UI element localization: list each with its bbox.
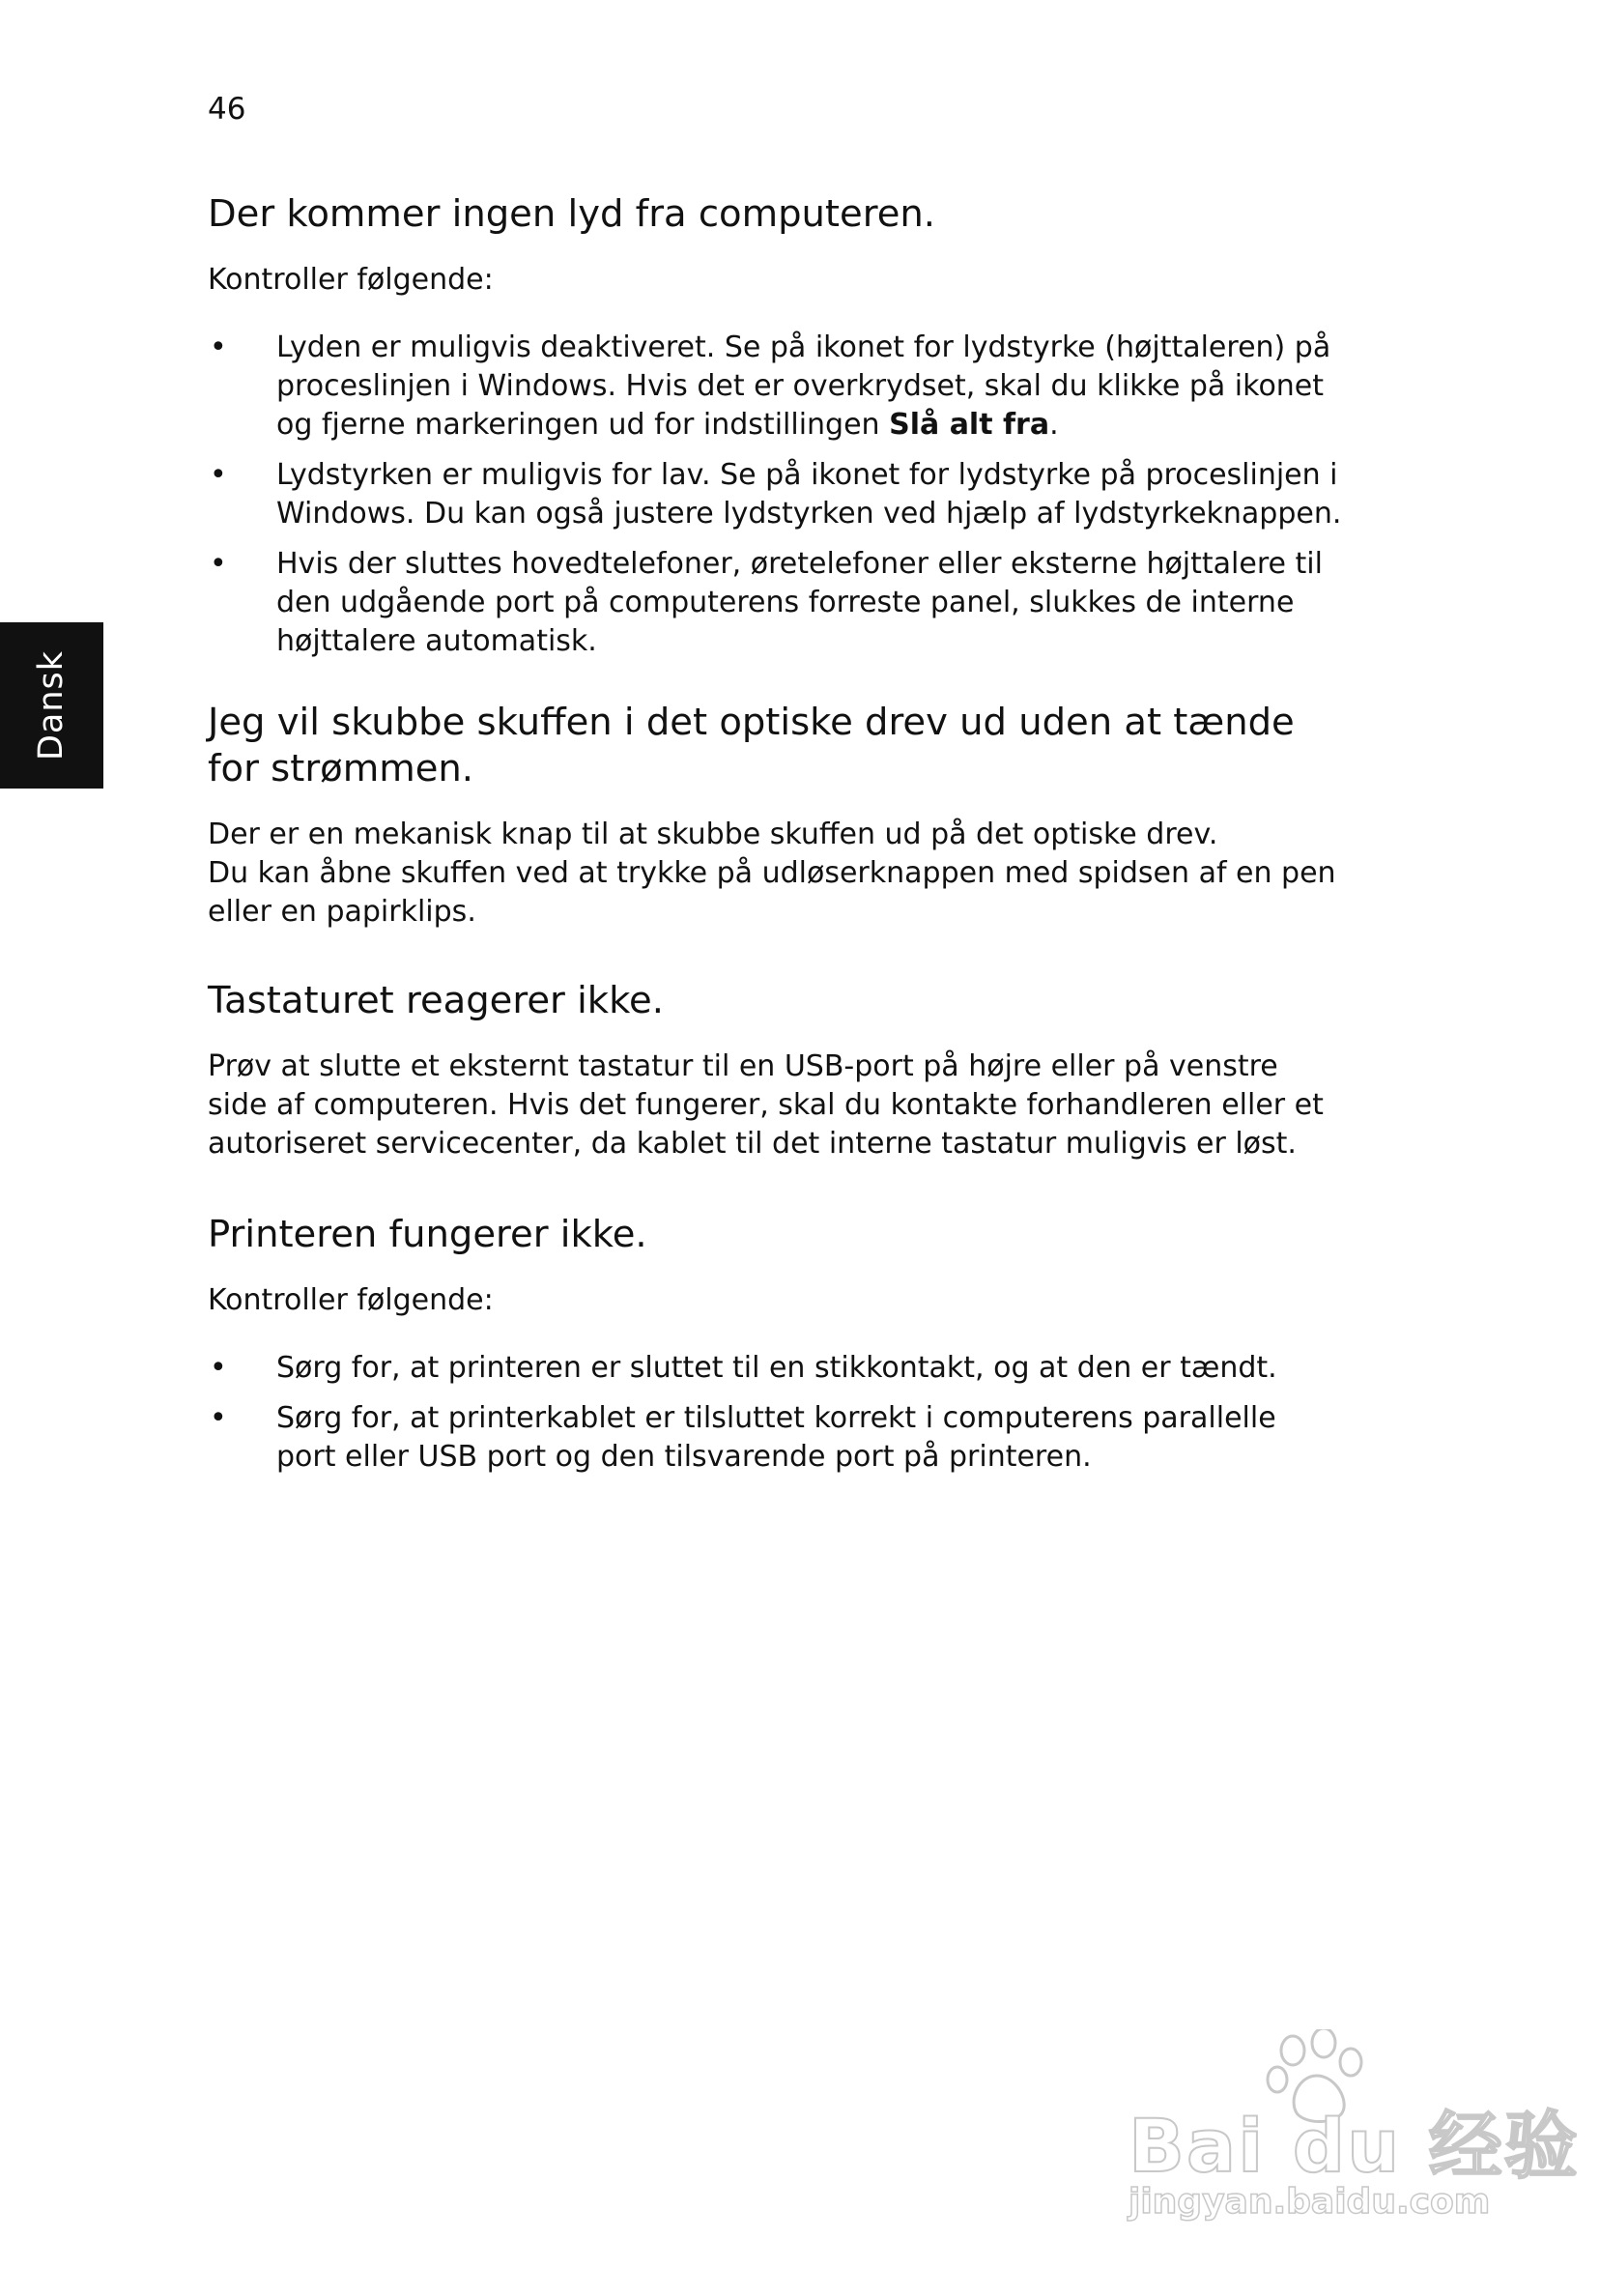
page-content [208,191,1343,1488]
list-item [208,545,1343,661]
section-intro: Kontroller følgende: [208,263,494,297]
section-keyboard [208,978,1343,1163]
list-item [208,329,1343,445]
language-side-tab [0,622,103,789]
list-item-bold-text: Slå alt fra [889,408,1050,442]
bullet-icon: • [210,458,227,492]
section-body: Prøv at slutte et eksternt tastatur til en USB-port på højre eller på venstre side af computeren. Hvis det fungerer, skal du kontakte forhandleren eller et autoriseret servicecenter, da kablet til det interne tastatur muligvis er løst. [208,1049,1324,1161]
list-item-text: Sørg for, at printeren er sluttet til en stikkontakt, og at den er tændt. [276,1351,1277,1385]
section-no-sound [208,191,1343,661]
bullet-list [208,329,1343,661]
list-item-text: Sørg for, at printerkablet er tilsluttet korrekt i computerens parallelle port eller USB port og den tilsvarende port på printeren. [276,1401,1276,1474]
watermark-logo-text: Bai du 经验 [1129,2103,1580,2189]
section-heading: Tastaturet reagerer ikke. [208,979,664,1022]
watermark-url: jingyan.baidu.com [1129,2182,1491,2222]
section-body-line: Du kan åbne skuffen ved at trykke på udløserknappen med spidsen af en pen eller en papirklips. [208,856,1336,929]
bullet-icon: • [210,1351,227,1385]
section-intro: Kontroller følgende: [208,1283,494,1317]
list-item-tail-text: . [1049,408,1059,442]
list-item [208,1349,1343,1388]
list-item [208,456,1343,533]
section-printer [208,1212,1343,1477]
page-number: 46 [208,92,246,127]
list-item-text: Hvis der sluttes hovedtelefoner, øretelefoner eller eksterne højttalere til den udgående port på computerens forreste panel, slukkes de interne højttalere automatisk. [276,547,1323,658]
list-item [208,1399,1343,1477]
section-heading: Printeren fungerer ikke. [208,1213,647,1256]
bullet-icon: • [210,330,227,364]
bullet-list [208,1349,1343,1477]
bullet-icon: • [210,547,227,581]
section-heading: Jeg vil skubbe skuffen i det optiske drev ud uden at tænde for strømmen. [208,701,1295,790]
section-optical-drive [208,700,1343,932]
section-heading: Der kommer ingen lyd fra computeren. [208,192,936,236]
list-item-text: Lyden er muligvis deaktiveret. Se på ikonet for lydstyrke (højttaleren) på proceslinjen i Windows. Hvis det er overkrydset, skal du klikke på ikonet og fjerne markeringen ud for indstillingen [276,330,1331,442]
bullet-icon: • [210,1401,227,1435]
list-item-text: Lydstyrken er muligvis for lav. Se på ikonet for lydstyrke på proceslinjen i Windows. Du kan også justere lydstyrken ved hjælp af lydstyrkeknappen. [276,458,1342,531]
section-body-line: Der er en mekanisk knap til at skubbe skuffen ud på det optiske drev. [208,818,1218,851]
baidu-watermark [1129,2029,1580,2223]
language-side-tab-label: Dansk [32,649,71,761]
